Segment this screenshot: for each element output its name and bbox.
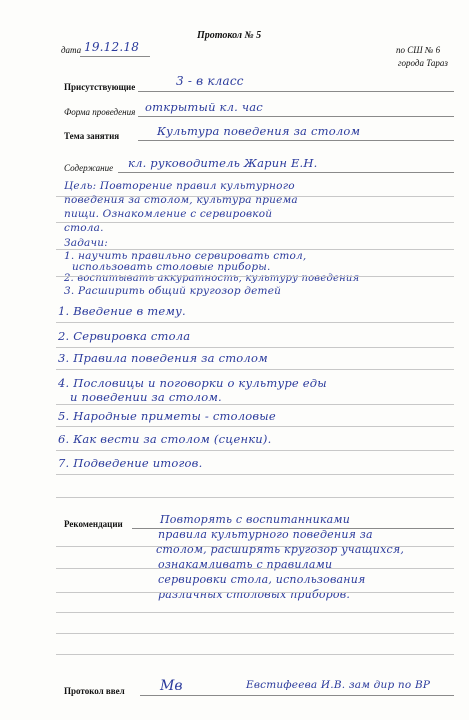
plan-item: и поведении за столом. <box>70 390 222 404</box>
footer-author: Евстифеева И.В. зам дир по ВР <box>246 679 431 691</box>
ruled-line <box>56 404 454 405</box>
topic-value: Культура поведения за столом <box>157 124 361 138</box>
content-underline <box>118 172 454 173</box>
ruled-line <box>56 592 454 593</box>
ruled-line <box>56 612 454 613</box>
content-line: поведения за столом, культура приема <box>64 194 298 206</box>
ruled-line <box>56 474 454 475</box>
form-underline <box>138 116 454 117</box>
content-line: Задачи: <box>64 237 108 249</box>
content-line: 3. Расширить общий кругозор детей <box>64 285 282 297</box>
school-line-2: города Тараз <box>398 58 448 68</box>
recommendation-line: сервировки стола, использования <box>158 573 366 586</box>
content-line: 1. научить правильно сервировать стол, <box>64 250 307 262</box>
ruled-line <box>56 347 454 348</box>
ruled-line <box>56 450 454 451</box>
topic-underline <box>138 140 454 141</box>
plan-item: 7. Подведение итогов. <box>58 456 203 470</box>
present-underline <box>138 91 454 92</box>
content-line: пищи. Ознакомление с сервировкой <box>64 208 273 220</box>
ruled-line <box>56 369 454 370</box>
ruled-line <box>56 322 454 323</box>
present-value: 3 - в класс <box>176 74 244 88</box>
topic-label: Тема занятия <box>64 131 120 141</box>
present-label: Присутствующие <box>64 82 136 92</box>
date-underline <box>80 56 150 57</box>
date-value: 19.12.18 <box>84 40 140 54</box>
content-value: кл. руководитель Жарин Е.Н. <box>128 156 318 170</box>
recommendation-line: Повторять с воспитанниками <box>160 513 351 526</box>
school-line-1: по СШ № 6 <box>396 45 441 55</box>
ruled-line <box>56 497 454 498</box>
form-label: Форма проведения <box>64 107 136 117</box>
recommendation-line: правила культурного поведения за <box>158 528 373 541</box>
plan-item: 6. Как вести за столом (сценки). <box>58 432 272 446</box>
plan-item: 5. Народные приметы - столовые <box>58 409 276 423</box>
ruled-line <box>56 633 454 634</box>
protocol-title: Протокол № 5 <box>197 30 262 41</box>
ruled-line <box>56 568 454 569</box>
plan-item: 4. Пословицы и поговорки о культуре еды <box>58 376 327 390</box>
recommendation-line: столом, расширять кругозор учащихся, <box>156 543 405 556</box>
footer-underline <box>140 695 454 696</box>
ruled-line <box>56 426 454 427</box>
ruled-line <box>56 654 454 655</box>
footer-label: Протокол ввел <box>64 686 125 696</box>
date-label: дата <box>61 45 82 55</box>
recommendation-line: ознакамливать с правилами <box>158 558 333 571</box>
ruled-line <box>56 249 454 250</box>
ruled-line <box>56 276 454 277</box>
recommendation-line: различных столовых приборов. <box>158 588 351 601</box>
form-value: открытый кл. час <box>145 100 263 114</box>
content-line: Цель: Повторение правил культурного <box>64 180 295 192</box>
signature: Мв <box>160 678 183 694</box>
plan-item: 3. Правила поведения за столом <box>58 351 268 365</box>
plan-item: 1. Введение в тему. <box>58 304 186 318</box>
plan-item: 2. Сервировка стола <box>58 329 191 343</box>
ruled-line <box>56 222 454 223</box>
recommendations-label: Рекомендации <box>64 519 123 529</box>
content-line: использовать столовые приборы. <box>72 261 271 273</box>
content-label: Содержание <box>64 163 114 173</box>
content-line: стола. <box>64 222 104 234</box>
content-line: 2. воспитывать аккуратность, культуру поведения <box>64 273 360 284</box>
